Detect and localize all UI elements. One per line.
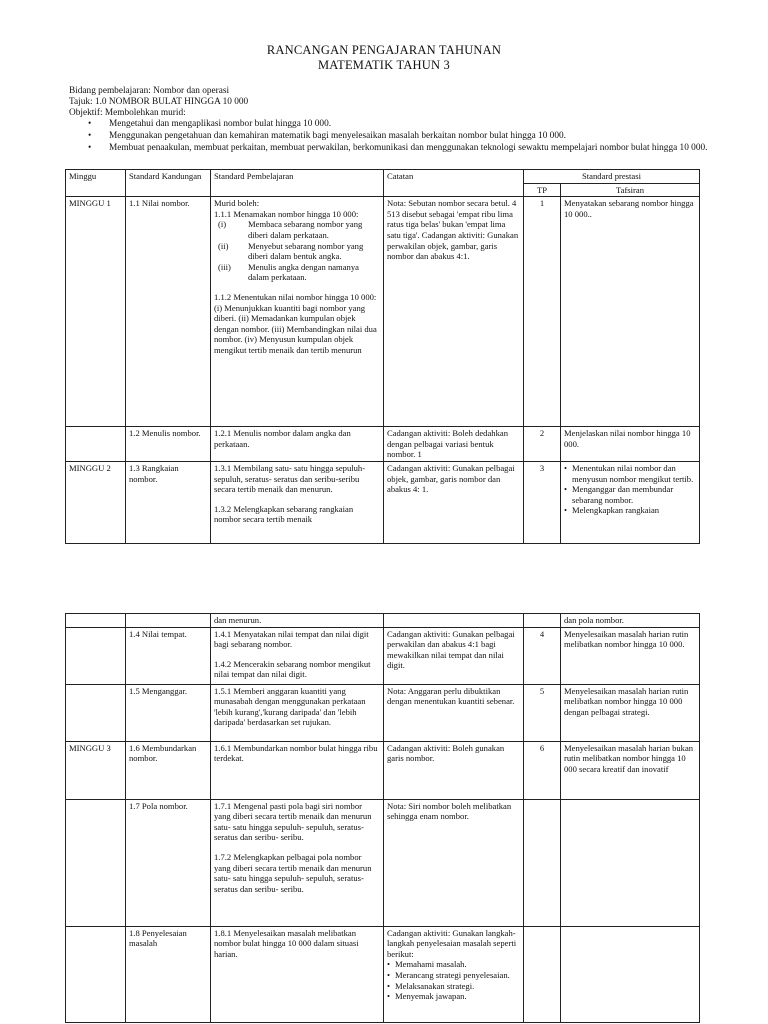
table-row: [66, 197, 700, 427]
header-tp: TP: [524, 183, 561, 197]
minggu-cell: MINGGU 3: [66, 741, 126, 799]
objektif-label: Objektif: Membolehkan murid:: [69, 107, 186, 118]
standard-kandungan-cell: [126, 614, 211, 628]
tp-cell: [524, 614, 561, 628]
tafsiran-cell: dan pola nombor.: [561, 614, 700, 628]
table-row: [66, 799, 700, 926]
catatan-cell: Nota: Sebutan nombor secara betul. 4 513 disebut sebagai 'empat ribu lima ratus tiga belas' bukan 'empat lima satu tiga'. Cadangan aktiviti: Gunakan perwakilan objek, gambar, garis nombor dan abakus 4:1.: [384, 197, 524, 427]
standard-kandungan-cell: 1.7 Pola nombor.: [126, 799, 211, 926]
catatan-step: • Merancang strategi penyelesaian.: [387, 969, 510, 980]
tp-cell: [524, 926, 561, 1022]
tafsiran-cell: Menyatakan sebarang nombor hingga 10 000..: [561, 197, 700, 427]
catatan-cell: Nota: Siri nombor boleh melibatkan sehingga enam nombor.: [384, 799, 524, 926]
minggu-cell: MINGGU 2: [66, 461, 126, 543]
sp-item: 1.4.1 Menyatakan nilai tempat dan nilai digit bagi sebarang nombor.: [214, 628, 369, 650]
catatan-step: • Menyemak jawapan.: [387, 991, 467, 1002]
header-minggu: Minggu: [66, 170, 126, 197]
tp-cell: 5: [524, 684, 561, 741]
header-catatan: Catatan: [384, 170, 524, 197]
standard-pembelajaran-cell: dan menurun.: [211, 614, 384, 628]
table-row: [66, 684, 700, 741]
catatan-cell: [384, 926, 524, 1022]
standard-kandungan-cell: 1.6 Membundarkan nombor.: [126, 741, 211, 799]
sp-subitem: (i) Membaca sebarang nombor yang diberi dalam perkataan.: [218, 219, 363, 240]
objective-item: • Membuat penaakulan, membuat perkaitan, membuat perwakilan, berkomunikasi dan menggunakan teknologi sewaktu mempelajari nombor bulat hingga 10 000.: [69, 143, 729, 154]
minggu-cell: [66, 799, 126, 926]
objective-item: • Mengetahui dan mengaplikasi nombor bulat hingga 10 000.: [69, 119, 729, 130]
tafsiran-cell: Menjelaskan nilai nombor hingga 10 000.: [561, 427, 700, 462]
standard-pembelajaran-cell: 1.8.1 Menyelesaikan masalah melibatkan nombor bulat hingga 10 000 dalam situasi harian.: [211, 926, 384, 1022]
table-row: [66, 614, 700, 628]
standard-pembelajaran-cell: [211, 461, 384, 543]
catatan-step: • Melaksanakan strategi.: [387, 980, 475, 991]
objective-item: • Menggunakan pengetahuan dan kemahiran matematik bagi menyelesaikan masalah berkaitan nombor bulat hingga 10 000.: [69, 131, 729, 142]
tp-cell: 1: [524, 197, 561, 427]
tp-cell: 3: [524, 461, 561, 543]
tp-cell: 4: [524, 627, 561, 684]
standard-pembelajaran-cell: [211, 197, 384, 427]
sp-intro: Murid boleh:: [214, 198, 260, 209]
standard-pembelajaran-cell: 1.6.1 Membundarkan nombor bulat hingga ribu terdekat.: [211, 741, 384, 799]
sp-item-detail: (i) Menunjukkan kuantiti bagi nombor yang diberi. (ii) Memadankan kumpulan objek dengan nombor. (iii) Membandingkan nilai dua nombor. (iv) Menyusun kumpulan objek mengikut tertib menaik dan tertib menurun: [214, 302, 377, 355]
sp-item: 1.7.1 Mengenal pasti pola bagi siri nombor yang diberi secara tertib menaik dan menurun satu- satu hingga sepuluh- sepuluh, seratus- seratus dan seribu- seribu.: [214, 800, 372, 843]
minggu-cell: [66, 427, 126, 462]
standard-kandungan-cell: 1.4 Nilai tempat.: [126, 627, 211, 684]
catatan-cell: Cadangan aktiviti: Boleh dedahkan dengan pelbagai variasi bentuk nombor. 1: [384, 427, 524, 462]
tafsiran-bullet: • Menganggar dan membundar sebarang nombor.: [564, 484, 674, 505]
minggu-cell: MINGGU 1: [66, 197, 126, 427]
catatan-cell: Cadangan aktiviti: Gunakan pelbagai perwakilan dan abakus 4:1 bagi mewakilkan nilai tempat dan nilai digit.: [384, 627, 524, 684]
header-standard-prestasi: Standard prestasi: [524, 170, 700, 184]
lesson-meta: [69, 86, 729, 154]
tafsiran-cell: [561, 926, 700, 1022]
tafsiran-cell: Menyelesaikan masalah harian bukan rutin melibatkan nombor hingga 10 000 secara kreatif dan inovatif: [561, 741, 700, 799]
standard-pembelajaran-cell: 1.5.1 Memberi anggaran kuantiti yang munasabah dengan menggunakan perkataan 'lebih kurang','kurang daripada' dan 'lebih daripada' berdasarkan set rujukan.: [211, 684, 384, 741]
minggu-cell: [66, 684, 126, 741]
minggu-cell: [66, 614, 126, 628]
standard-kandungan-cell: 1.5 Menganggar.: [126, 684, 211, 741]
document-title-line2: MATEMATIK TAHUN 3: [317, 58, 451, 72]
plan-table-part1: [65, 169, 700, 544]
document-title-line1: RANCANGAN PENGAJARAN TAHUNAN: [266, 43, 502, 57]
tafsiran-cell: [561, 799, 700, 926]
standard-pembelajaran-cell: [211, 799, 384, 926]
plan-table-part2: [65, 613, 700, 1023]
sp-subitem: (ii) Menyebut sebarang nombor yang diberi dalam bentuk angka.: [218, 240, 364, 262]
tafsiran-cell: Menyelesaikan masalah harian rutin melibatkan nombor hingga 10 000.: [561, 627, 700, 684]
table-header-row: [66, 170, 700, 184]
table-row: [66, 926, 700, 1022]
standard-kandungan-cell: 1.3 Rangkaian nombor.: [126, 461, 211, 543]
sp-item: 1.1.2 Menentukan nilai nombor hingga 10 000:: [214, 291, 377, 302]
tp-cell: 2: [524, 427, 561, 462]
bidang-pembelajaran: Bidang pembelajaran: Nombor dan operasi: [69, 86, 230, 96]
tp-cell: 6: [524, 741, 561, 799]
tafsiran-bullet: • Melengkapkan rangkaian: [564, 505, 660, 516]
catatan-cell: Nota: Anggaran perlu dibuktikan dengan menentukan kuantiti sebenar.: [384, 684, 524, 741]
standard-kandungan-cell: 1.2 Menulis nombor.: [126, 427, 211, 462]
table-row: [66, 461, 700, 543]
sp-item: 1.3.2 Melengkapkan sebarang rangkaian nombor secara tertib menaik: [214, 503, 354, 525]
standard-pembelajaran-cell: [211, 627, 384, 684]
minggu-cell: [66, 627, 126, 684]
table-row: [66, 741, 700, 799]
standard-kandungan-cell: 1.8 Penyelesaian masalah: [126, 926, 211, 1022]
sp-item: 1.7.2 Melengkapkan pelbagai pola nombor yang diberi secara tertib menaik dan menurun satu- satu hingga sepuluh- sepuluh, seratus- seratus dan seribu- seribu.: [214, 851, 372, 894]
tp-cell: [524, 799, 561, 926]
catatan-cell: Cadangan aktiviti: Boleh gunakan garis nombor.: [384, 741, 524, 799]
catatan-intro: Cadangan aktiviti: Gunakan langkah-langkah penyelesaian masalah seperti berikut:: [387, 927, 517, 959]
catatan-cell: [384, 614, 524, 628]
standard-pembelajaran-cell: 1.2.1 Menulis nombor dalam angka dan perkataan.: [211, 427, 384, 462]
catatan-step: • Memahami masalah.: [387, 959, 467, 970]
tafsiran-cell: Menyelesaikan masalah harian rutin melibatkan nombor hingga 10 000 dengan pelbagai strategi.: [561, 684, 700, 741]
tajuk: Tajuk: 1.0 NOMBOR BULAT HINGGA 10 000: [69, 96, 249, 107]
catatan-cell: Cadangan aktiviti: Gunakan pelbagai objek, gambar, garis nombor dan abakus 4: 1.: [384, 461, 524, 543]
sp-item: 1.4.2 Mencerakin sebarang nombor mengikut nilai tempat dan nilai digit.: [214, 658, 371, 680]
minggu-cell: [66, 926, 126, 1022]
standard-kandungan-cell: 1.1 Nilai nombor.: [126, 197, 211, 427]
sp-item: 1.3.1 Membilang satu- satu hingga sepuluh- sepuluh, seratus- seratus dan seribu-seribu secara tertib menaik dan menurun.: [214, 462, 366, 495]
header-tafsiran: Tafsiran: [561, 183, 700, 197]
header-standard-pembelajaran: Standard Pembelajaran: [211, 170, 384, 197]
table-row: [66, 627, 700, 684]
table-row: [66, 427, 700, 462]
tafsiran-bullet: • Menentukan nilai nombor dan menyusun nombor mengikut tertib.: [564, 462, 694, 484]
tafsiran-cell: [561, 461, 700, 543]
sp-sublist: [214, 219, 380, 283]
objectives-list: [69, 119, 729, 153]
header-standard-kandungan: Standard Kandungan: [126, 170, 211, 197]
sp-subitem: (iii) Menulis angka dengan namanya dalam perkataan.: [218, 261, 359, 283]
sp-item: 1.1.1 Menamakan nombor hingga 10 000:: [214, 208, 359, 219]
